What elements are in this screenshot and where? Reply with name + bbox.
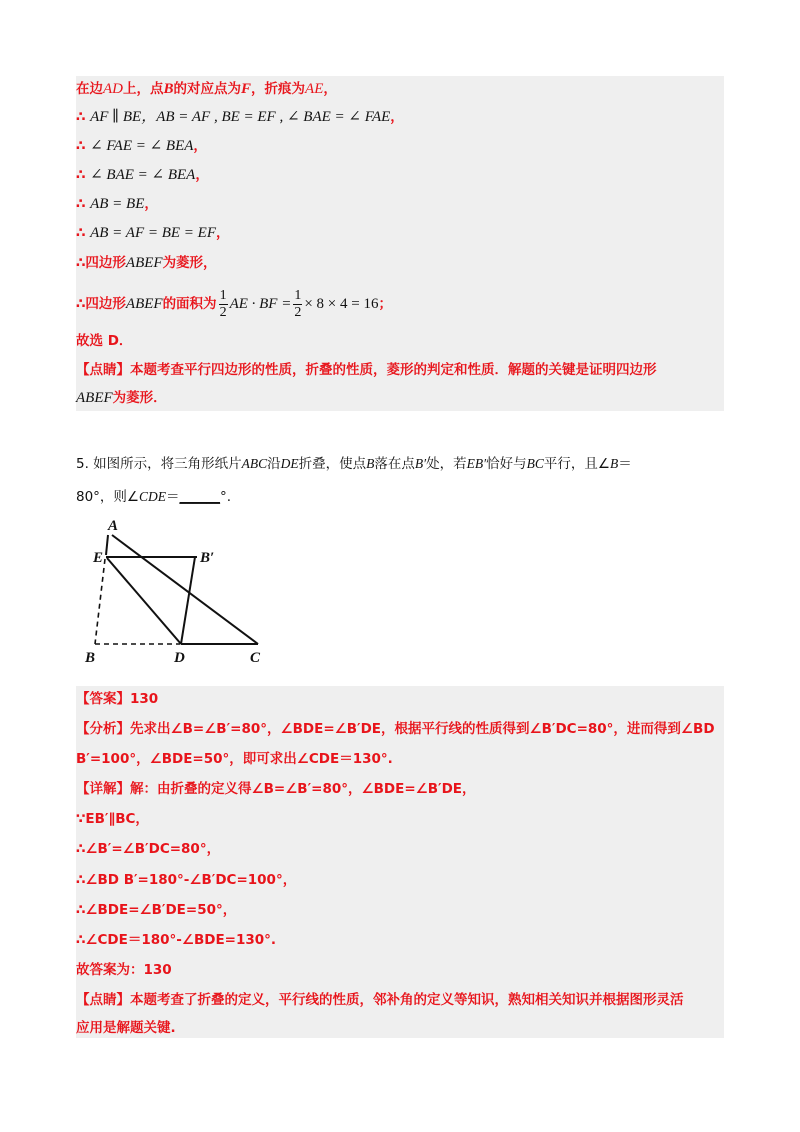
math: AB = AF = BE = EF (90, 225, 217, 241)
text: ∴∠BDE=∠B′DE=50°， (76, 902, 237, 918)
question-5-line-1 (76, 452, 632, 472)
text: 5. 如图所示，将三角形纸片 (76, 456, 242, 472)
math: ABEF (125, 255, 163, 271)
therefore-symbol: ∴ (76, 109, 86, 125)
text: ， (323, 81, 337, 97)
text: B′=100°，∠BDE=50°，即可求出∠CDE＝130°. (76, 751, 393, 767)
segment-b-prime-d (181, 557, 195, 644)
analysis-tag: 【分析】 (76, 721, 130, 737)
text: ∴∠BD B′=180°-∠B′DC=100°， (76, 872, 297, 888)
math: AF ∥ BE，AB = AF , BE = EF , ∠ BAE = ∠ FAE (90, 109, 391, 125)
math: ABEF (76, 390, 113, 406)
solution-line-8 (76, 286, 392, 322)
text: 的面积为 (162, 296, 217, 312)
remark-line-1 (76, 991, 684, 1009)
label-c: C (250, 650, 261, 666)
text: 先求出∠B=∠B′=80°，∠BDE=∠B′DE，根据平行线的性质得到∠B′DC=80°，进而得到∠BD (130, 721, 715, 737)
denominator: 2 (219, 304, 227, 320)
segment-eb-dashed (95, 559, 105, 644)
solution-line-6 (76, 224, 230, 242)
numerator: 1 (219, 287, 227, 303)
text: ∵EB′∥BC， (76, 811, 149, 827)
solution-line-4 (76, 166, 209, 184)
math: B (163, 81, 174, 97)
math: AE (305, 81, 324, 97)
text: 恰好与 (486, 456, 527, 472)
detail-line-2 (76, 810, 149, 828)
answer-tag: 【答案】 (76, 691, 130, 707)
text: 应用是解题关键. (76, 1020, 176, 1036)
final-answer-line (76, 961, 172, 979)
text: ， (144, 196, 158, 212)
text: 的对应点为 (173, 81, 242, 97)
text: °. (220, 489, 232, 505)
fraction-half (219, 288, 228, 321)
text: 为菱形， (162, 255, 217, 271)
analysis-line-1 (76, 720, 715, 738)
detail-line-5 (76, 901, 236, 919)
solution-line-2 (76, 108, 404, 126)
math: B (366, 456, 375, 471)
detail-line-6 (76, 931, 276, 949)
text: ， (193, 138, 207, 154)
solution-line-9 (76, 332, 132, 350)
math: ABEF (125, 296, 163, 312)
remark-tag: 【点睛】 (76, 992, 130, 1008)
analysis-line-2 (76, 750, 393, 768)
solution-block-top (76, 76, 724, 411)
text: ， (390, 109, 404, 125)
solution-line-7 (76, 254, 217, 272)
solution-line-1 (76, 80, 337, 98)
math: CDE (139, 489, 167, 504)
math: AB = BE (90, 196, 145, 212)
math: ∠ FAE = ∠ BEA (90, 138, 194, 154)
math: F (241, 81, 252, 97)
detail-line-4 (76, 871, 296, 889)
text: ， (216, 225, 230, 241)
text: 处，若 (426, 456, 467, 472)
text: 在边 (76, 81, 103, 97)
text: 为菱形． (112, 390, 167, 406)
text: ＝ (166, 489, 180, 505)
text: 故选 D． (76, 333, 133, 349)
text: 沿 (267, 456, 281, 472)
text: 解：由折叠的定义得∠B=∠B′=80°，∠BDE=∠B′DE， (130, 781, 476, 797)
math: EB′ (466, 456, 487, 471)
fraction-half (293, 288, 302, 321)
remark-line-2 (76, 1019, 176, 1037)
text: ∴四边形 (76, 255, 126, 271)
text: 折叠，使点 (298, 456, 367, 472)
math: AE · BF = (229, 296, 292, 312)
solution-line-3 (76, 137, 207, 155)
remark-tag: 【点睛】 (76, 362, 130, 378)
therefore-symbol: ∴ (76, 138, 86, 154)
solution-line-11 (76, 389, 167, 407)
text: ； (378, 296, 392, 312)
math: ∠ BAE = ∠ BEA (90, 167, 196, 183)
math: BC (526, 456, 544, 471)
answer-block (76, 686, 724, 1038)
text: 平行，且∠ (543, 456, 610, 472)
text: 80°，则∠ (76, 489, 140, 505)
therefore-symbol: ∴ (76, 196, 86, 212)
text: 落在点 (374, 456, 415, 472)
text: 上，点 (123, 81, 164, 97)
numerator: 1 (294, 287, 302, 303)
therefore-symbol: ∴ (76, 225, 86, 241)
text: ∴∠B′=∠B′DC=80°， (76, 841, 221, 857)
math: ABC (241, 456, 268, 471)
triangle-fold-figure (80, 514, 280, 670)
label-b: B (85, 650, 96, 666)
answer-value: 130 (130, 691, 159, 707)
label-d: D (174, 650, 185, 666)
text: ， (195, 167, 209, 183)
text: ＝ (618, 456, 632, 472)
text: ∴∠CDE＝180°-∠BDE=130°. (76, 932, 277, 948)
text: 本题考查了折叠的定义，平行线的性质，邻补角的定义等知识，熟知相关知识并根据图形灵活 (130, 992, 684, 1008)
math: × 8 × 4 = 16 (304, 296, 379, 312)
detail-tag: 【详解】 (76, 781, 130, 797)
text: 本题考查平行四边形的性质，折叠的性质，菱形的判定和性质．解题的关键是证明四边形 (130, 362, 657, 378)
math: AD (103, 81, 123, 97)
label-b-prime: B′ (200, 550, 215, 566)
answer-line (76, 690, 158, 708)
text: 故答案为：130 (76, 962, 172, 978)
detail-line-3 (76, 840, 220, 858)
segment-ed (107, 558, 181, 644)
solution-line-5 (76, 195, 158, 213)
label-e: E (93, 550, 104, 566)
question-5-line-2 (76, 485, 231, 505)
math: B (609, 456, 619, 471)
label-a: A (108, 518, 119, 534)
detail-line-1 (76, 780, 476, 798)
math: DE (280, 456, 299, 471)
text: ，折痕为 (251, 81, 306, 97)
solution-line-10 (76, 361, 657, 379)
segment-ec (106, 535, 108, 555)
answer-blank[interactable]: ______ (179, 489, 221, 505)
therefore-symbol: ∴ (76, 167, 86, 183)
text: ∴四边形 (76, 296, 126, 312)
math: B′ (414, 456, 427, 471)
denominator: 2 (294, 304, 302, 320)
